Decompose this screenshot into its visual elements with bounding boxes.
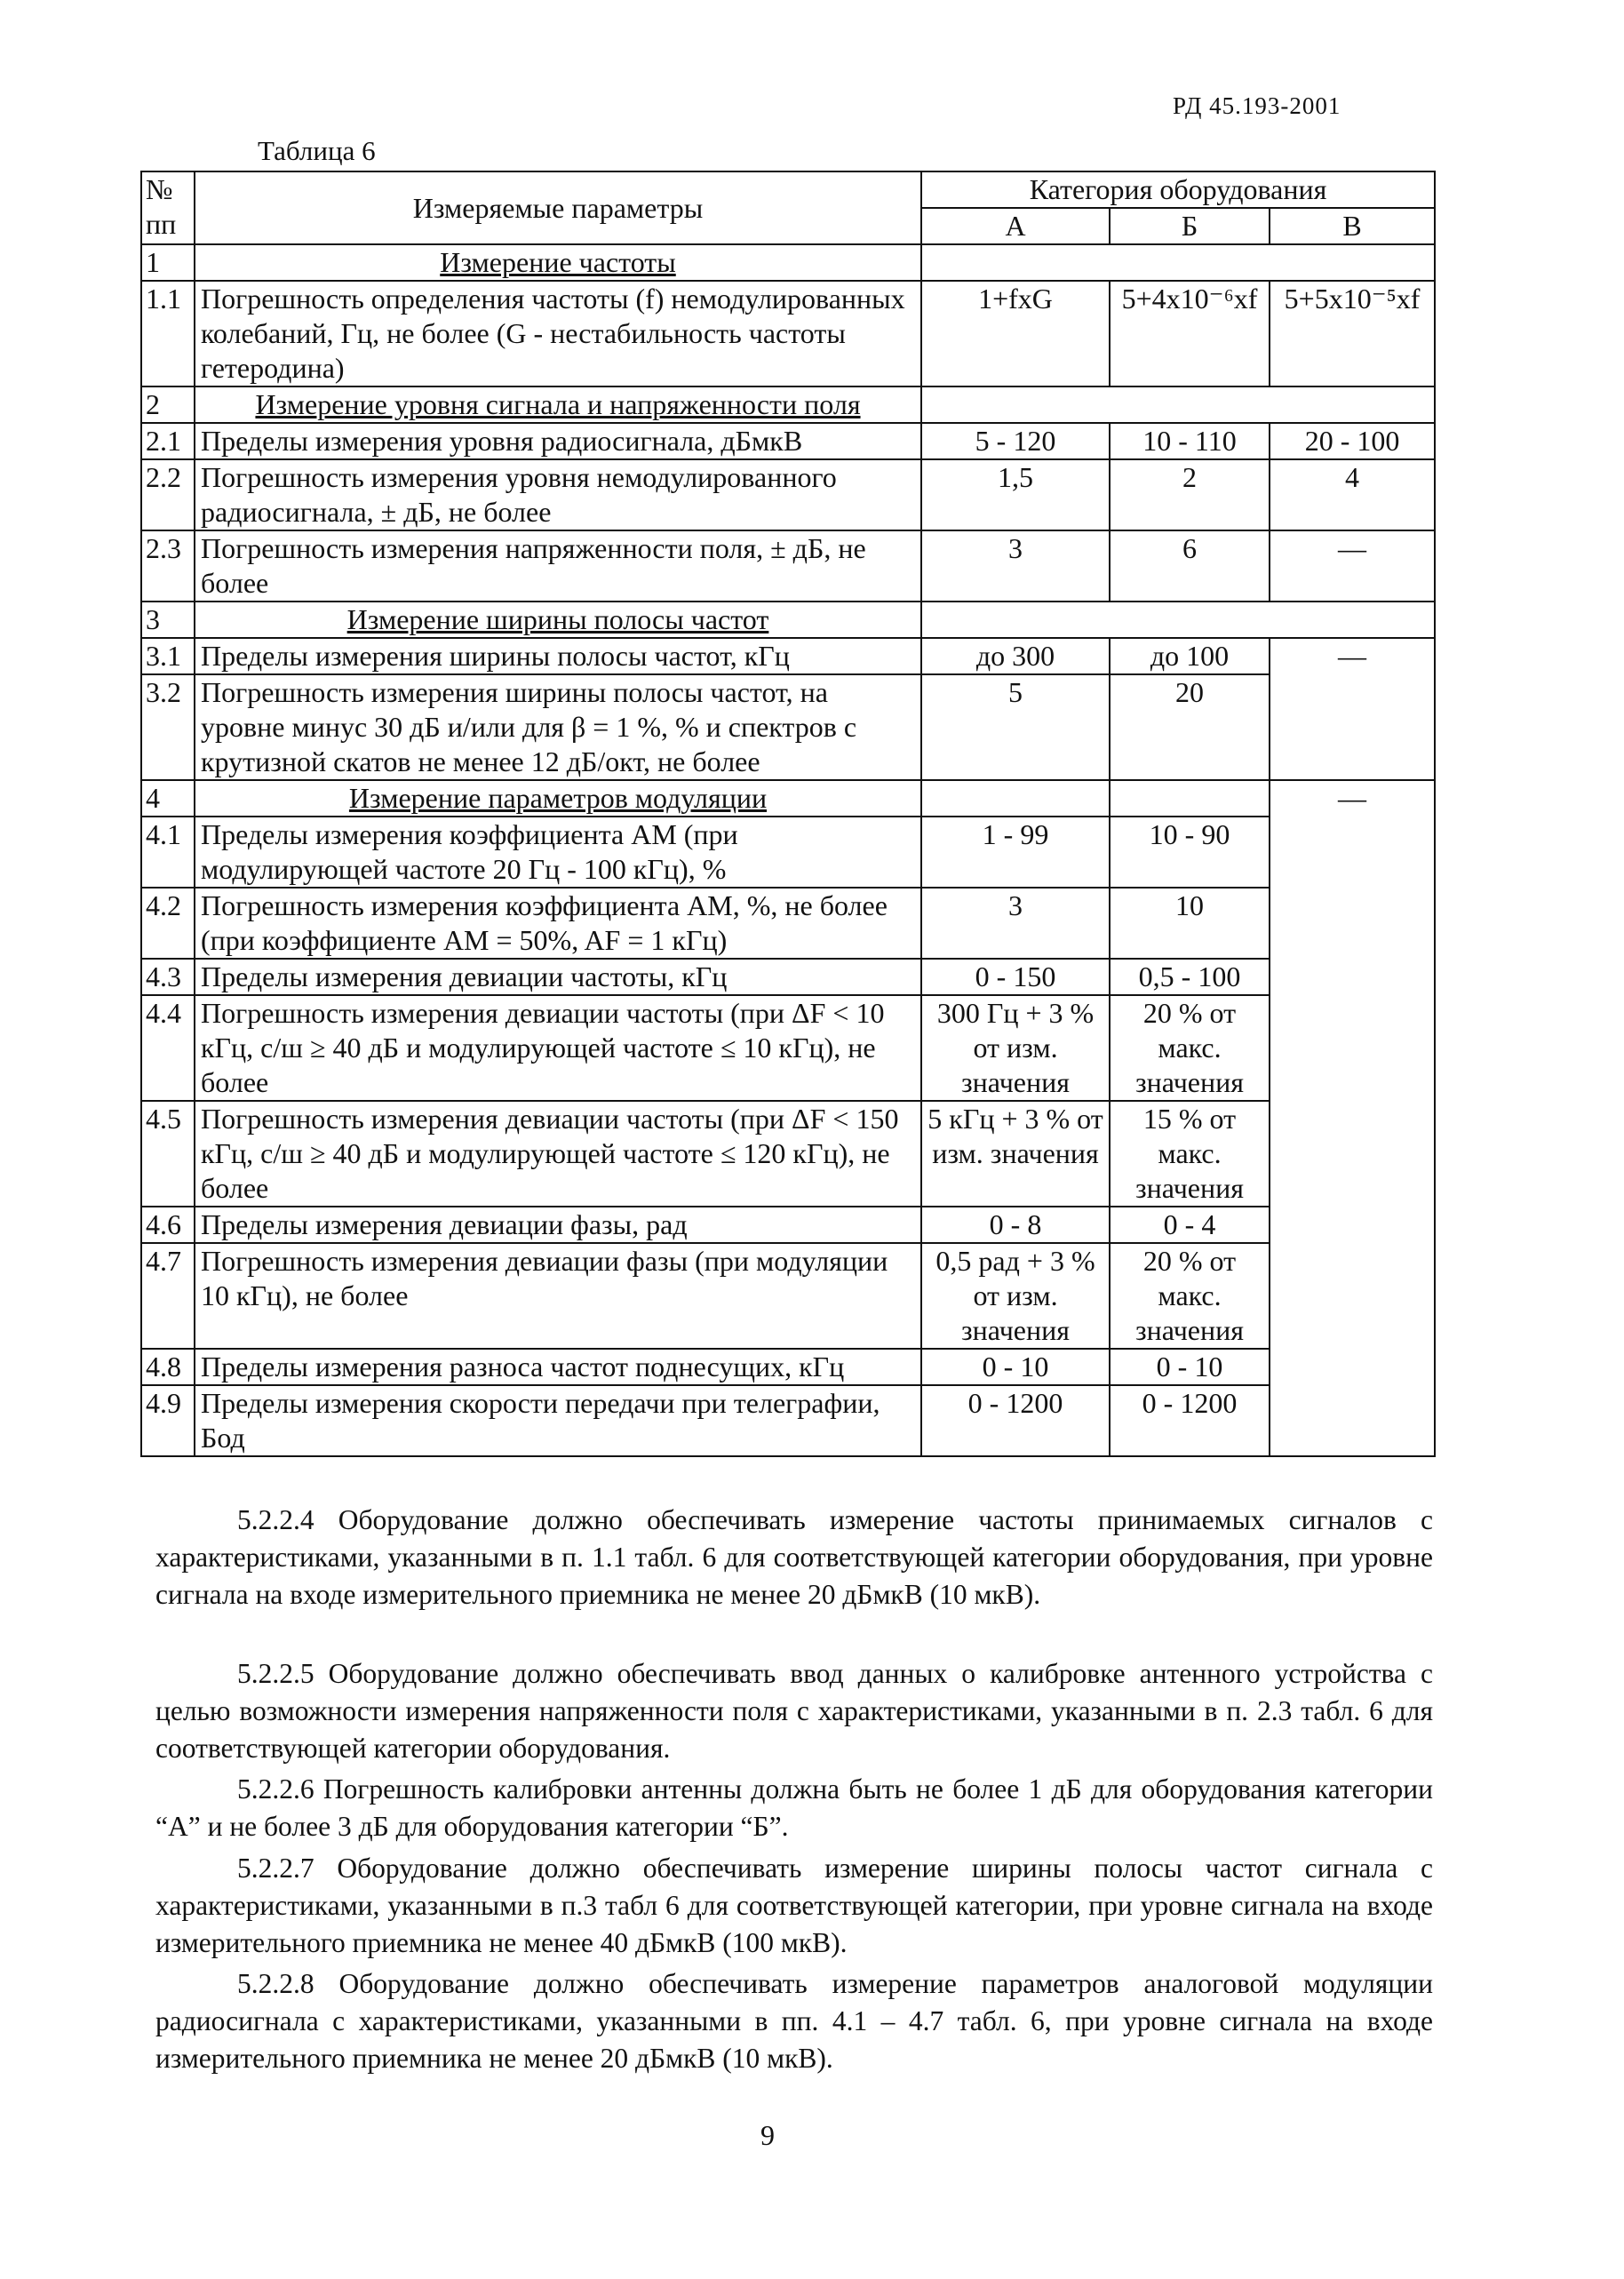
table-row (141, 530, 1435, 602)
row-param: Погрешность определения частоты (f) немодулированных колебаний, Гц, не более (G - нестабильность частоты гетеродина) (195, 281, 921, 386)
empty-cell (921, 386, 1435, 423)
section-row (141, 386, 1435, 423)
cell-v: — (1270, 530, 1435, 602)
cell-a: 1+fxG (921, 281, 1110, 386)
table-row (141, 1101, 1435, 1207)
row-param: Пределы измерения разноса частот поднесущих, кГц (195, 1349, 921, 1385)
row-param: Погрешность измерения уровня немодулированного радиосигнала, ± дБ, не более (195, 459, 921, 530)
row-num: 4.1 (141, 817, 195, 888)
cell-a: 5 - 120 (921, 423, 1110, 459)
cell-v: — (1270, 638, 1435, 780)
row-num: 2.2 (141, 459, 195, 530)
cell-b: 20 % от макс. значения (1110, 1243, 1270, 1349)
table-row (141, 459, 1435, 530)
cell-a: 0 - 10 (921, 1349, 1110, 1385)
cell-a: 300 Гц + 3 % от изм. значения (921, 995, 1110, 1101)
cell-b: 10 - 90 (1110, 817, 1270, 888)
row-param: Пределы измерения скорости передачи при телеграфии, Бод (195, 1385, 921, 1456)
header-col-v: В (1270, 208, 1435, 244)
cell-a: 0 - 150 (921, 959, 1110, 995)
row-num: 1.1 (141, 281, 195, 386)
row-num: 4.8 (141, 1349, 195, 1385)
table-row (141, 674, 1435, 780)
cell-a: 5 (921, 674, 1110, 780)
table-row (141, 1243, 1435, 1349)
table-header-row (141, 171, 1435, 208)
cell-a: 3 (921, 530, 1110, 602)
table-row (141, 888, 1435, 959)
row-param: Пределы измерения коэффициента AM (при модулирующей частоте 20 Гц - 100 кГц), % (195, 817, 921, 888)
parameters-table (140, 171, 1436, 1457)
header-params: Измеряемые параметры (195, 171, 921, 244)
document-code: РД 45.193-2001 (1173, 92, 1341, 119)
cell-b: 0 - 1200 (1110, 1385, 1270, 1456)
row-param: Пределы измерения ширины полосы частот, кГц (195, 638, 921, 674)
empty-cell (921, 780, 1110, 817)
section-num: 3 (141, 602, 195, 638)
section-num: 1 (141, 244, 195, 281)
cell-a: до 300 (921, 638, 1110, 674)
cell-v: 4 (1270, 459, 1435, 530)
row-param: Погрешность измерения девиации частоты (при ΔF < 150 кГц, с/ш ≥ 40 дБ и модулирующей частоте ≤ 120 кГц), не более (195, 1101, 921, 1207)
section-row (141, 780, 1435, 817)
header-num: № пп (141, 171, 195, 244)
row-num: 2.1 (141, 423, 195, 459)
row-param: Погрешность измерения девиации фазы (при модуляции 10 кГц), не более (195, 1243, 921, 1349)
cell-b: 2 (1110, 459, 1270, 530)
cell-b: 5+4x10⁻⁶xf (1110, 281, 1270, 386)
cell-b: 20 % от макс. значения (1110, 995, 1270, 1101)
section-title: Измерение уровня сигнала и напряженности поля (195, 386, 921, 423)
section-title: Измерение ширины полосы частот (195, 602, 921, 638)
section-num: 4 (141, 780, 195, 817)
cell-v: 5+5x10⁻⁵xf (1270, 281, 1435, 386)
row-num: 4.3 (141, 959, 195, 995)
row-num: 4.6 (141, 1207, 195, 1243)
cell-v: — (1270, 780, 1435, 1456)
paragraph-5-2-2-4: 5.2.2.4 Оборудование должно обеспечивать измерение частоты принимаемых сигналов с характеристиками, указанными в п. 1.1 табл. 6 для соответствующей категории оборудования, при уровне сигнала на входе измерительного приемника не менее 20 дБмкВ (10 мкВ). (155, 1504, 1433, 1610)
cell-b: 15 % от макс. значения (1110, 1101, 1270, 1207)
cell-b: 10 (1110, 888, 1270, 959)
row-param: Погрешность измерения коэффициента AM, %, не более (при коэффициенте AM = 50%, AF = 1 кГц) (195, 888, 921, 959)
header-col-a: А (921, 208, 1110, 244)
row-param: Погрешность измерения девиации частоты (при ΔF < 10 кГц, с/ш ≥ 40 дБ и модулирующей частоте ≤ 10 кГц), не более (195, 995, 921, 1101)
cell-v: 20 - 100 (1270, 423, 1435, 459)
paragraph-5-2-2-6: 5.2.2.6 Погрешность калибровки антенны должна быть не более 1 дБ для оборудования категории “А” и не более 3 дБ для оборудования категории “Б”. (155, 1773, 1433, 1842)
header-col-b: Б (1110, 208, 1270, 244)
cell-b: 0,5 - 100 (1110, 959, 1270, 995)
cell-b: до 100 (1110, 638, 1270, 674)
table-caption: Таблица 6 (258, 135, 376, 166)
section-row (141, 244, 1435, 281)
row-num: 4.5 (141, 1101, 195, 1207)
cell-b: 0 - 10 (1110, 1349, 1270, 1385)
row-param: Пределы измерения уровня радиосигнала, дБмкВ (195, 423, 921, 459)
row-num: 3.2 (141, 674, 195, 780)
header-category: Категория оборудования (921, 171, 1435, 208)
table-row (141, 423, 1435, 459)
row-param: Погрешность измерения ширины полосы частот, на уровне минус 30 дБ и/или для β = 1 %, % и спектров с крутизной скатов не менее 12 дБ/окт, не более (195, 674, 921, 780)
section-num: 2 (141, 386, 195, 423)
cell-a: 0 - 8 (921, 1207, 1110, 1243)
row-num: 4.7 (141, 1243, 195, 1349)
row-num: 4.2 (141, 888, 195, 959)
cell-a: 0 - 1200 (921, 1385, 1110, 1456)
table-row (141, 995, 1435, 1101)
cell-b: 0 - 4 (1110, 1207, 1270, 1243)
cell-a: 3 (921, 888, 1110, 959)
table-row (141, 959, 1435, 995)
empty-cell (921, 602, 1435, 638)
table-row (141, 1385, 1435, 1456)
row-num: 2.3 (141, 530, 195, 602)
row-num: 4.4 (141, 995, 195, 1101)
cell-b: 10 - 110 (1110, 423, 1270, 459)
cell-a: 5 кГц + 3 % от изм. значения (921, 1101, 1110, 1207)
table-row (141, 1349, 1435, 1385)
cell-a: 1,5 (921, 459, 1110, 530)
cell-b: 20 (1110, 674, 1270, 780)
row-param: Погрешность измерения напряженности поля, ± дБ, не более (195, 530, 921, 602)
cell-b: 6 (1110, 530, 1270, 602)
empty-cell (1110, 780, 1270, 817)
section-title: Измерение частоты (195, 244, 921, 281)
table-row (141, 281, 1435, 386)
table-row (141, 638, 1435, 674)
section-row (141, 602, 1435, 638)
section-title: Измерение параметров модуляции (195, 780, 921, 817)
empty-cell (921, 244, 1435, 281)
row-param: Пределы измерения девиации частоты, кГц (195, 959, 921, 995)
paragraph-5-2-2-8: 5.2.2.8 Оборудование должно обеспечивать измерение параметров аналоговой модуляции радиосигнала с характеристиками, указанными в пп. 4.1 – 4.7 табл. 6, при уровне сигнала на входе измерительного приемника не менее 20 дБмкВ (10 мкВ). (155, 1968, 1433, 2074)
row-num: 4.9 (141, 1385, 195, 1456)
row-param: Пределы измерения девиации фазы, рад (195, 1207, 921, 1243)
row-num: 3.1 (141, 638, 195, 674)
table-row (141, 1207, 1435, 1243)
paragraph-5-2-2-7: 5.2.2.7 Оборудование должно обеспечивать измерение ширины полосы частот сигнала с характеристиками, указанными в п.3 табл 6 для соответствующей категории, при уровне сигнала на входе измерительного приемника не менее 40 дБмкВ (100 мкВ). (155, 1853, 1433, 1958)
cell-a: 1 - 99 (921, 817, 1110, 888)
cell-a: 0,5 рад + 3 % от изм. значения (921, 1243, 1110, 1349)
page-number: 9 (760, 2119, 775, 2151)
paragraph-5-2-2-5: 5.2.2.5 Оборудование должно обеспечивать ввод данных о калибровке антенного устройства с целью возможности измерения напряженности поля с характеристиками, указанными в п. 2.3 табл. 6 для соответствующей категории оборудования. (155, 1658, 1433, 1764)
table-row (141, 817, 1435, 888)
